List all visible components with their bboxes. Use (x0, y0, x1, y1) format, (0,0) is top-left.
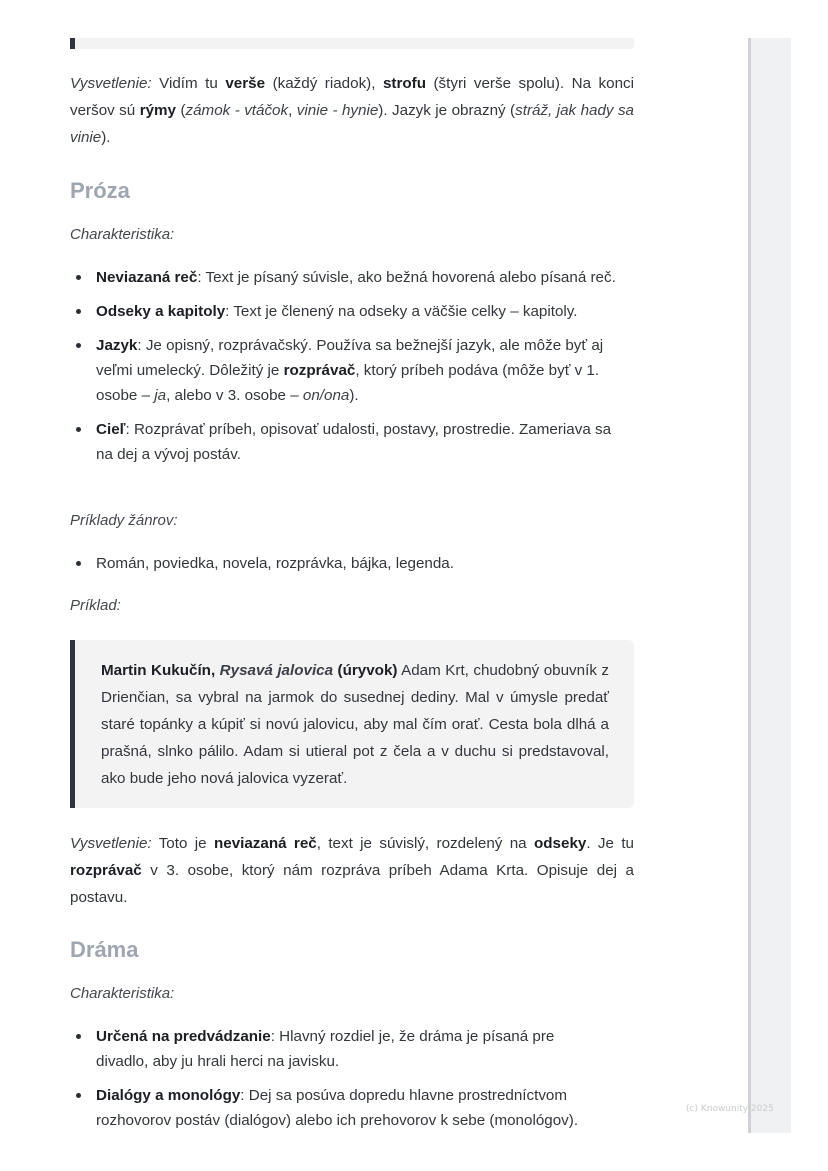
section-heading-drama: Dráma (70, 937, 139, 962)
section-heading-prose: Próza (70, 178, 130, 203)
prose-genres-list (70, 551, 634, 576)
previous-blockquote-end (70, 38, 634, 49)
side-panel (748, 38, 791, 1133)
prose-example-label: Príklad: (70, 597, 121, 614)
prose-characteristics-label: Charakteristika: (70, 226, 175, 243)
poetry-explanation: Vysvetlenie: Vidím tu verše (každý riadok), strofu (štyri verše spolu). Na konci veršov sú rýmy (zámok - vtáčok, vinie - hynie). Jazyk je obrazný (stráž, jak hady sa vinie). (70, 75, 634, 146)
list-item: Román, poviedka, novela, rozprávka, bájka, legenda. (70, 551, 634, 576)
prose-example-blockquote: Martin Kukučín, Rysavá jalovica (úryvok) Adam Krt, chudobný obuvník z Drienčian, sa vybral na jarmok do susednej dediny. Mal v úmysle predať staré topánky a kúpiť si novú jalovicu, aby mal čím orať. Cesta bola dlhá a prašná, slnko pálilo. Adam si utieral pot z čela a v duchu si predstavoval, ako bude jeho nová jalovica vyzerať. (70, 640, 634, 808)
drama-characteristics-list (70, 1024, 634, 1133)
prose-characteristics-list (70, 265, 634, 467)
list-item: Odseky a kapitoly: Text je členený na odseky a väčšie celky – kapitoly. (70, 299, 634, 324)
explanation-label: Vysvetlenie: (70, 75, 152, 92)
copyright-watermark: (c) Knowunity 2025 (686, 1104, 774, 1114)
drama-characteristics-label: Charakteristika: (70, 985, 175, 1002)
list-item: Neviazaná reč: Text je písaný súvisle, ako bežná hovorená alebo písaná reč. (70, 265, 636, 290)
explanation-label: Vysvetlenie: (70, 835, 152, 852)
list-item: Určená na predvádzanie: Hlavný rozdiel je, že dráma je písaná pre divadlo, aby ju hrali herci na javisku. (70, 1024, 606, 1074)
list-item: Cieľ: Rozprávať príbeh, opisovať udalosti, postavy, prostredie. Zameriava sa na dej a vývoj postáv. (70, 417, 626, 467)
prose-explanation: Vysvetlenie: Toto je neviazaná reč, text je súvislý, rozdelený na odseky. Je tu rozprávač v 3. osobe, ktorý nám rozpráva príbeh Adama Krta. Opisuje dej a postavu. (70, 835, 634, 906)
list-item: Dialógy a monológy: Dej sa posúva dopredu hlavne prostredníctvom rozhovorov postáv (dialógov) alebo ich prehovorov k sebe (monológov). (70, 1083, 636, 1133)
list-item: Jazyk: Je opisný, rozprávačský. Používa sa bežnejší jazyk, ale môže byť aj veľmi umelecký. Dôležitý je rozprávač, ktorý príbeh podáva (môže byť v 1. osobe – ja, alebo v 3. osobe – on/ona). (70, 333, 634, 408)
prose-genres-label: Príklady žánrov: (70, 512, 178, 529)
